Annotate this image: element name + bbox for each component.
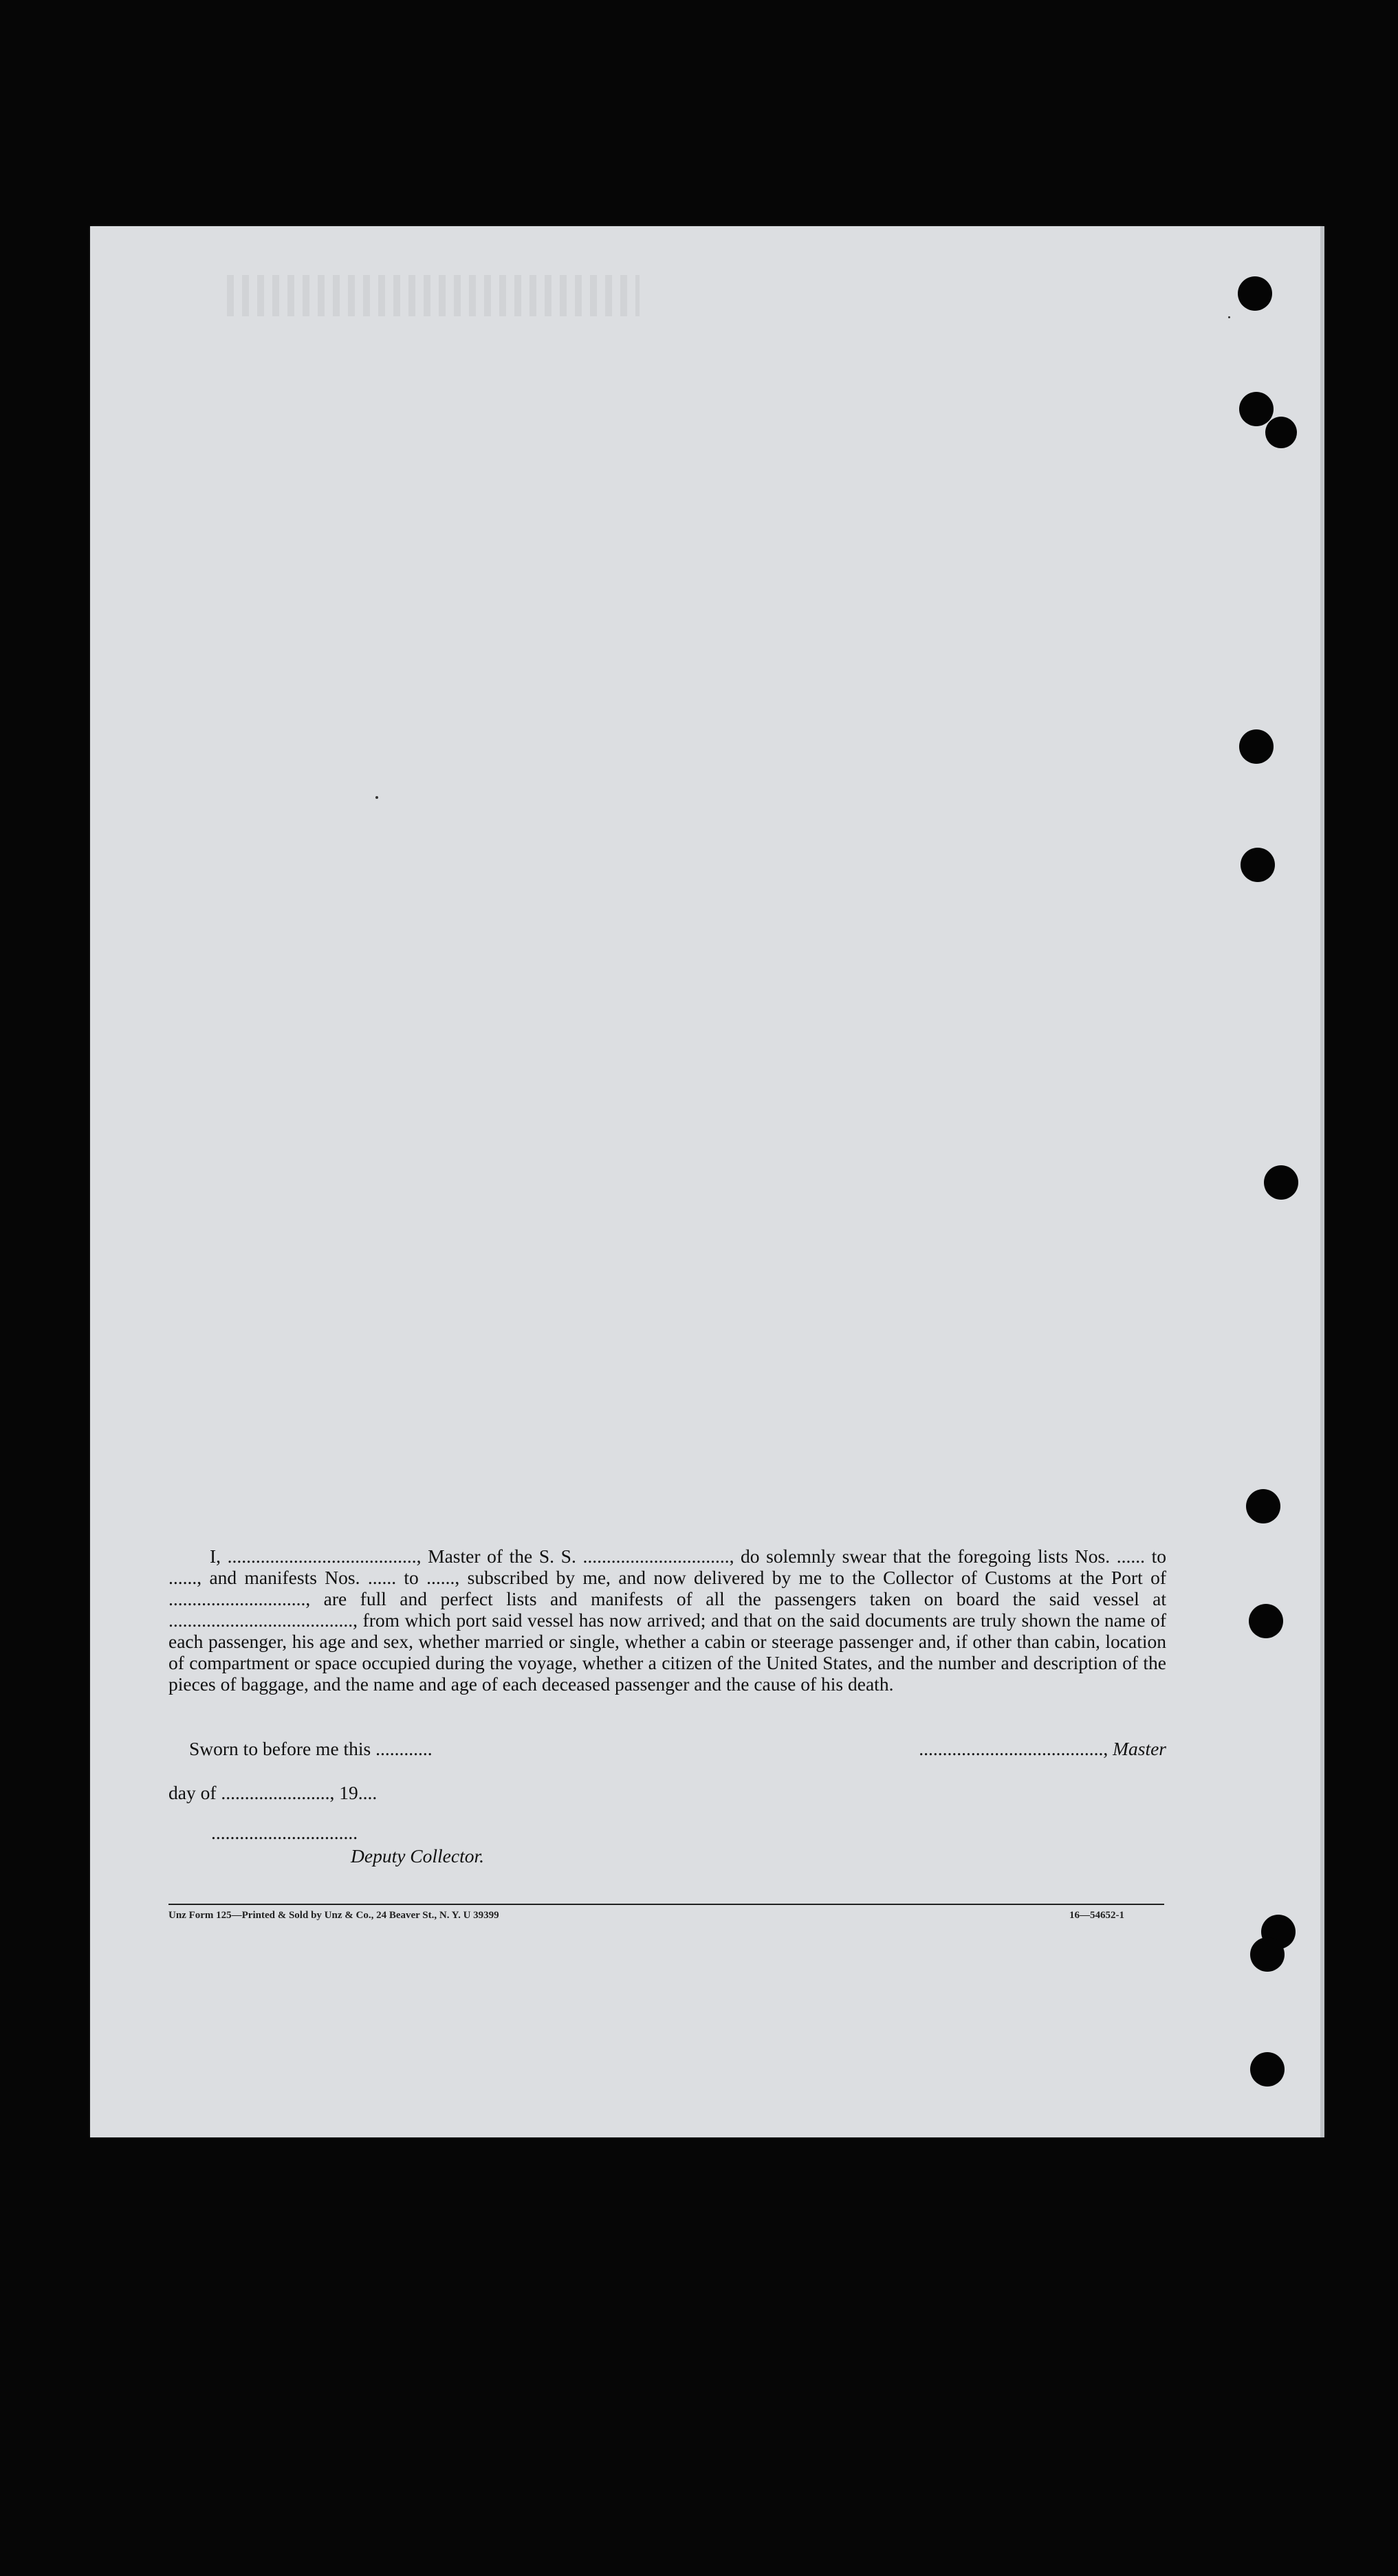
paper-speck: [1228, 316, 1230, 318]
punch-hole: [1250, 1937, 1285, 1972]
punch-hole: [1264, 1165, 1298, 1200]
footer-rule: [168, 1904, 1164, 1905]
sworn-line: Sworn to before me this ............: [189, 1738, 433, 1759]
punch-hole: [1239, 729, 1274, 764]
page-edge: [1320, 226, 1324, 2137]
form-page: [90, 226, 1324, 2137]
punch-hole: [1249, 1604, 1283, 1638]
punch-hole: [1265, 417, 1297, 448]
paper-speck: [375, 796, 378, 799]
punch-hole: [1239, 392, 1274, 426]
punch-hole: [1241, 848, 1275, 882]
form-imprint: Unz Form 125—Printed & Sold by Unz & Co., 24 Beaver St., N. Y. U 39399: [168, 1910, 499, 1921]
punch-hole: [1246, 1489, 1280, 1523]
form-number: 16—54652-1: [1069, 1910, 1124, 1921]
bleed-through-header: [227, 275, 640, 316]
punch-hole: [1238, 276, 1272, 311]
master-signature-dots: .......................................,: [919, 1738, 1113, 1759]
punch-hole: [1250, 2052, 1285, 2087]
collector-signature-dots: ...............................: [211, 1822, 358, 1843]
oath-paragraph: I, ........................................, Master of the S. S. ..............................., do solemnly swear that the foregoing lists Nos. ...... to ......, and manifests Nos. ...... to ......, subscribed by me, and now delivered by me to the Collector of Customs at the Port of ............................., are full and perfect lists and manifests of all the passengers taken on board the said vessel at ......................................., from which port said vessel has now arrived; and that on the said documents are truly shown the name of each passenger, his age and sex, whether married or single, whether a cabin or steerage passenger and, if other than cabin, location of compartment or space occupied during the voyage, whether a citizen of the United States, and the number and description of the pieces of baggage, and the name and age of each deceased passenger and the cause of his death.: [168, 1545, 1166, 1695]
master-label: Master: [1113, 1738, 1166, 1759]
deputy-collector-label: Deputy Collector.: [351, 1845, 484, 1867]
day-line: day of ......................., 19....: [168, 1782, 378, 1803]
master-signature-line: [919, 1738, 1166, 1760]
